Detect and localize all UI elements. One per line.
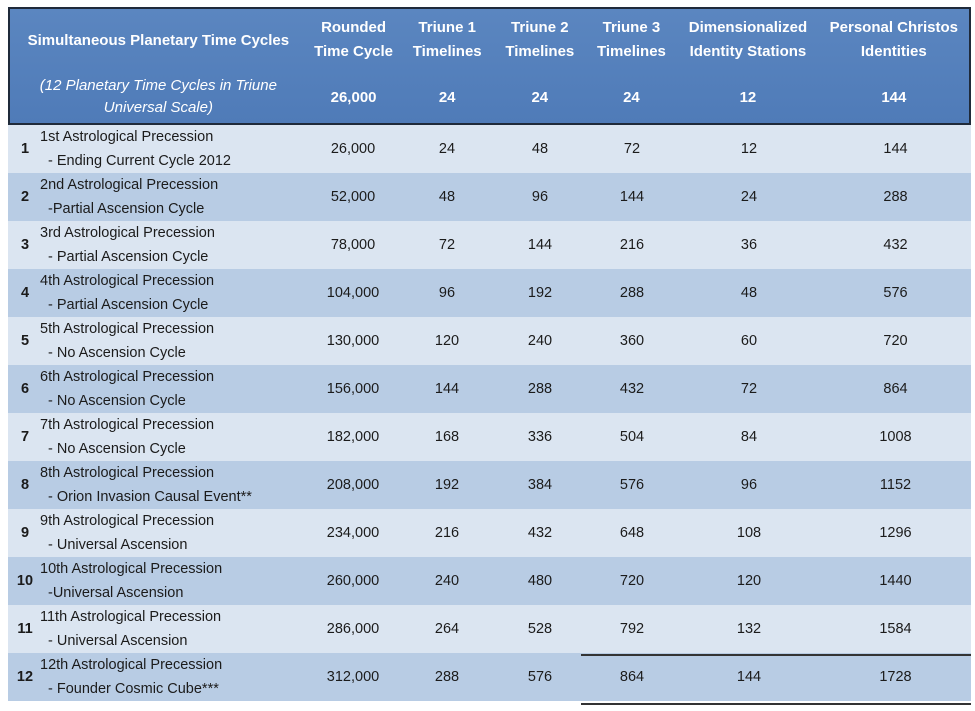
- row-identity-stations: 144: [736, 669, 762, 685]
- row-rounded-time-cycle: 78,000: [330, 237, 376, 253]
- row-identity-stations: 60: [740, 333, 758, 349]
- row-triune-1: 48: [438, 189, 456, 205]
- table-row: [8, 413, 971, 461]
- row-triune-2: 480: [527, 573, 553, 589]
- row-christos-identities: 864: [883, 381, 908, 397]
- table-row: [8, 125, 971, 173]
- row-precession: [40, 413, 306, 461]
- row-triune-3: 792: [619, 621, 645, 637]
- row-number: 7: [20, 429, 30, 445]
- row-precession: [40, 365, 306, 413]
- table-header: [8, 7, 971, 125]
- row-triune-2: 528: [527, 621, 553, 637]
- row-identity-stations: 12: [740, 141, 758, 157]
- row-identity-stations: 48: [740, 285, 758, 301]
- row-triune-2: 288: [527, 381, 553, 397]
- header-labels-row: [10, 9, 969, 71]
- precession-name: 10th Astrological Precession: [40, 561, 223, 577]
- row-christos-identities: 432: [883, 237, 908, 253]
- precession-name: 3rd Astrological Precession: [40, 225, 215, 241]
- row-triune-1: 168: [434, 429, 460, 445]
- row-triune-1: 24: [438, 141, 456, 157]
- row-triune-2: 144: [527, 237, 553, 253]
- precession-description: - Partial Ascension Cycle: [48, 249, 209, 265]
- row-triune-3: 72: [623, 141, 641, 157]
- header-value-triune-1: 24: [438, 88, 456, 106]
- header-value-triune-3: 24: [623, 88, 640, 106]
- table-subtitle: (12 Planetary Time Cycles in Triune Universal Scale): [39, 77, 277, 116]
- row-precession: [40, 557, 306, 605]
- table-row: [8, 557, 971, 605]
- precession-name: 12th Astrological Precession: [40, 657, 223, 673]
- table-row: [8, 173, 971, 221]
- header-value-christos-identities: 144: [881, 88, 907, 106]
- row-triune-1: 120: [434, 333, 460, 349]
- row-christos-identities: 1152: [879, 477, 912, 493]
- col-header-identity-stations: Dimensionalized Identity Stations: [688, 19, 808, 60]
- row-precession: [40, 269, 306, 317]
- row-triune-3: 576: [619, 477, 645, 493]
- table-body: [8, 125, 971, 701]
- row-triune-3: 720: [619, 573, 645, 589]
- table-row: [8, 269, 971, 317]
- row-number: 11: [17, 621, 33, 637]
- row-christos-identities: 1584: [879, 621, 912, 637]
- row-triune-2: 240: [527, 333, 553, 349]
- row-christos-identities: 288: [883, 189, 908, 205]
- row-rounded-time-cycle: 286,000: [326, 621, 380, 637]
- precession-name: 11th Astrological Precession: [40, 609, 222, 625]
- row-rounded-time-cycle: 182,000: [326, 429, 380, 445]
- row-rounded-time-cycle: 26,000: [330, 141, 376, 157]
- row-triune-1: 240: [434, 573, 460, 589]
- precession-description: - Orion Invasion Causal Event**: [48, 489, 252, 505]
- col-header-christos-identities: Personal Christos Identities: [829, 19, 959, 60]
- precession-name: 8th Astrological Precession: [40, 465, 215, 481]
- row-number: 12: [16, 669, 34, 685]
- row-christos-identities: 1296: [879, 525, 912, 541]
- row-triune-1: 72: [438, 237, 456, 253]
- col-header-triune-1: Triune 1 Timelines: [412, 19, 482, 60]
- header-value-rounded-time-cycle: 26,000: [330, 88, 377, 106]
- row-triune-1: 96: [438, 285, 456, 301]
- precession-name: 1st Astrological Precession: [40, 129, 214, 145]
- row-precession: [40, 509, 306, 557]
- col-header-rounded-time-cycle: Rounded Time Cycle: [314, 19, 394, 60]
- row-identity-stations: 120: [736, 573, 762, 589]
- row-rounded-time-cycle: 260,000: [326, 573, 380, 589]
- precession-name: 4th Astrological Precession: [40, 273, 215, 289]
- precession-description: - Partial Ascension Cycle: [48, 297, 209, 313]
- row-christos-identities: 576: [883, 285, 908, 301]
- row-triune-2: 48: [531, 141, 549, 157]
- row-precession: [40, 653, 306, 701]
- row-christos-identities: 1008: [879, 429, 912, 445]
- row-number: 8: [20, 477, 30, 493]
- planetary-time-cycles-table: [8, 7, 971, 701]
- precession-name: 5th Astrological Precession: [40, 321, 215, 337]
- row-triune-1: 264: [434, 621, 460, 637]
- row-triune-2: 576: [527, 669, 553, 685]
- row-number: 10: [16, 573, 34, 589]
- precession-description: -Universal Ascension: [48, 585, 184, 601]
- rule-bottom: [581, 703, 971, 705]
- row-rounded-time-cycle: 234,000: [326, 525, 380, 541]
- row-triune-3: 360: [619, 333, 645, 349]
- row-triune-2: 96: [531, 189, 549, 205]
- row-christos-identities: 720: [883, 333, 908, 349]
- precession-name: 7th Astrological Precession: [40, 417, 215, 433]
- row-rounded-time-cycle: 312,000: [326, 669, 380, 685]
- row-rounded-time-cycle: 208,000: [326, 477, 380, 493]
- precession-description: - No Ascension Cycle: [48, 441, 186, 457]
- row-rounded-time-cycle: 156,000: [326, 381, 380, 397]
- row-rounded-time-cycle: 104,000: [326, 285, 380, 301]
- table-row: [8, 653, 971, 701]
- row-rounded-time-cycle: 52,000: [330, 189, 376, 205]
- table-title: Simultaneous Planetary Time Cycles: [27, 31, 290, 49]
- table-row: [8, 365, 971, 413]
- precession-description: -Partial Ascension Cycle: [48, 201, 205, 217]
- row-christos-identities: 144: [883, 141, 908, 157]
- row-precession: [40, 173, 306, 221]
- row-triune-3: 648: [619, 525, 645, 541]
- row-number: 6: [20, 381, 30, 397]
- precession-name: 6th Astrological Precession: [40, 369, 215, 385]
- precession-description: - Founder Cosmic Cube***: [48, 681, 219, 697]
- row-identity-stations: 36: [740, 237, 758, 253]
- row-number: 4: [20, 285, 30, 301]
- row-triune-3: 864: [619, 669, 645, 685]
- col-header-triune-3: Triune 3 Timelines: [596, 19, 666, 60]
- row-triune-2: 336: [527, 429, 553, 445]
- row-identity-stations: 84: [740, 429, 758, 445]
- row-triune-1: 144: [434, 381, 460, 397]
- row-identity-stations: 108: [736, 525, 762, 541]
- table-row: [8, 461, 971, 509]
- row-triune-3: 288: [619, 285, 645, 301]
- row-triune-1: 216: [434, 525, 460, 541]
- row-number: 2: [20, 189, 30, 205]
- row-identity-stations: 132: [736, 621, 762, 637]
- row-christos-identities: 1440: [879, 573, 912, 589]
- row-identity-stations: 72: [740, 381, 758, 397]
- row-precession: [40, 221, 306, 269]
- rule-top: [581, 654, 971, 656]
- precession-name: 2nd Astrological Precession: [40, 177, 219, 193]
- row-precession: [40, 317, 306, 365]
- table-row: [8, 317, 971, 365]
- row-rounded-time-cycle: 130,000: [326, 333, 380, 349]
- precession-name: 9th Astrological Precession: [40, 513, 215, 529]
- row-number: 5: [20, 333, 30, 349]
- col-header-triune-2: Triune 2 Timelines: [505, 19, 575, 60]
- row-identity-stations: 96: [740, 477, 758, 493]
- row-christos-identities: 1728: [879, 669, 912, 685]
- precession-description: - No Ascension Cycle: [48, 345, 186, 361]
- row-precession: [40, 125, 306, 173]
- row-triune-3: 504: [619, 429, 645, 445]
- row-triune-2: 384: [527, 477, 553, 493]
- row-triune-2: 192: [527, 285, 553, 301]
- row-triune-3: 432: [619, 381, 645, 397]
- row-triune-1: 192: [434, 477, 460, 493]
- row-triune-3: 216: [619, 237, 645, 253]
- row-triune-1: 288: [434, 669, 460, 685]
- header-value-triune-2: 24: [531, 88, 549, 106]
- row-number: 9: [20, 525, 30, 541]
- row-identity-stations: 24: [740, 189, 758, 205]
- precession-description: - Ending Current Cycle 2012: [48, 153, 231, 169]
- table-row: [8, 509, 971, 557]
- header-values-row: [10, 71, 969, 123]
- table-row: [8, 605, 971, 653]
- table-row: [8, 221, 971, 269]
- precession-description: - Universal Ascension: [48, 633, 188, 649]
- precession-description: - Universal Ascension: [48, 537, 188, 553]
- row-number: 3: [20, 237, 30, 253]
- precession-description: - No Ascension Cycle: [48, 393, 186, 409]
- header-value-identity-stations: 12: [739, 88, 757, 106]
- row-triune-3: 144: [619, 189, 645, 205]
- row-precession: [40, 605, 306, 653]
- row-triune-2: 432: [527, 525, 553, 541]
- row-precession: [40, 461, 306, 509]
- row-number: 1: [20, 141, 30, 157]
